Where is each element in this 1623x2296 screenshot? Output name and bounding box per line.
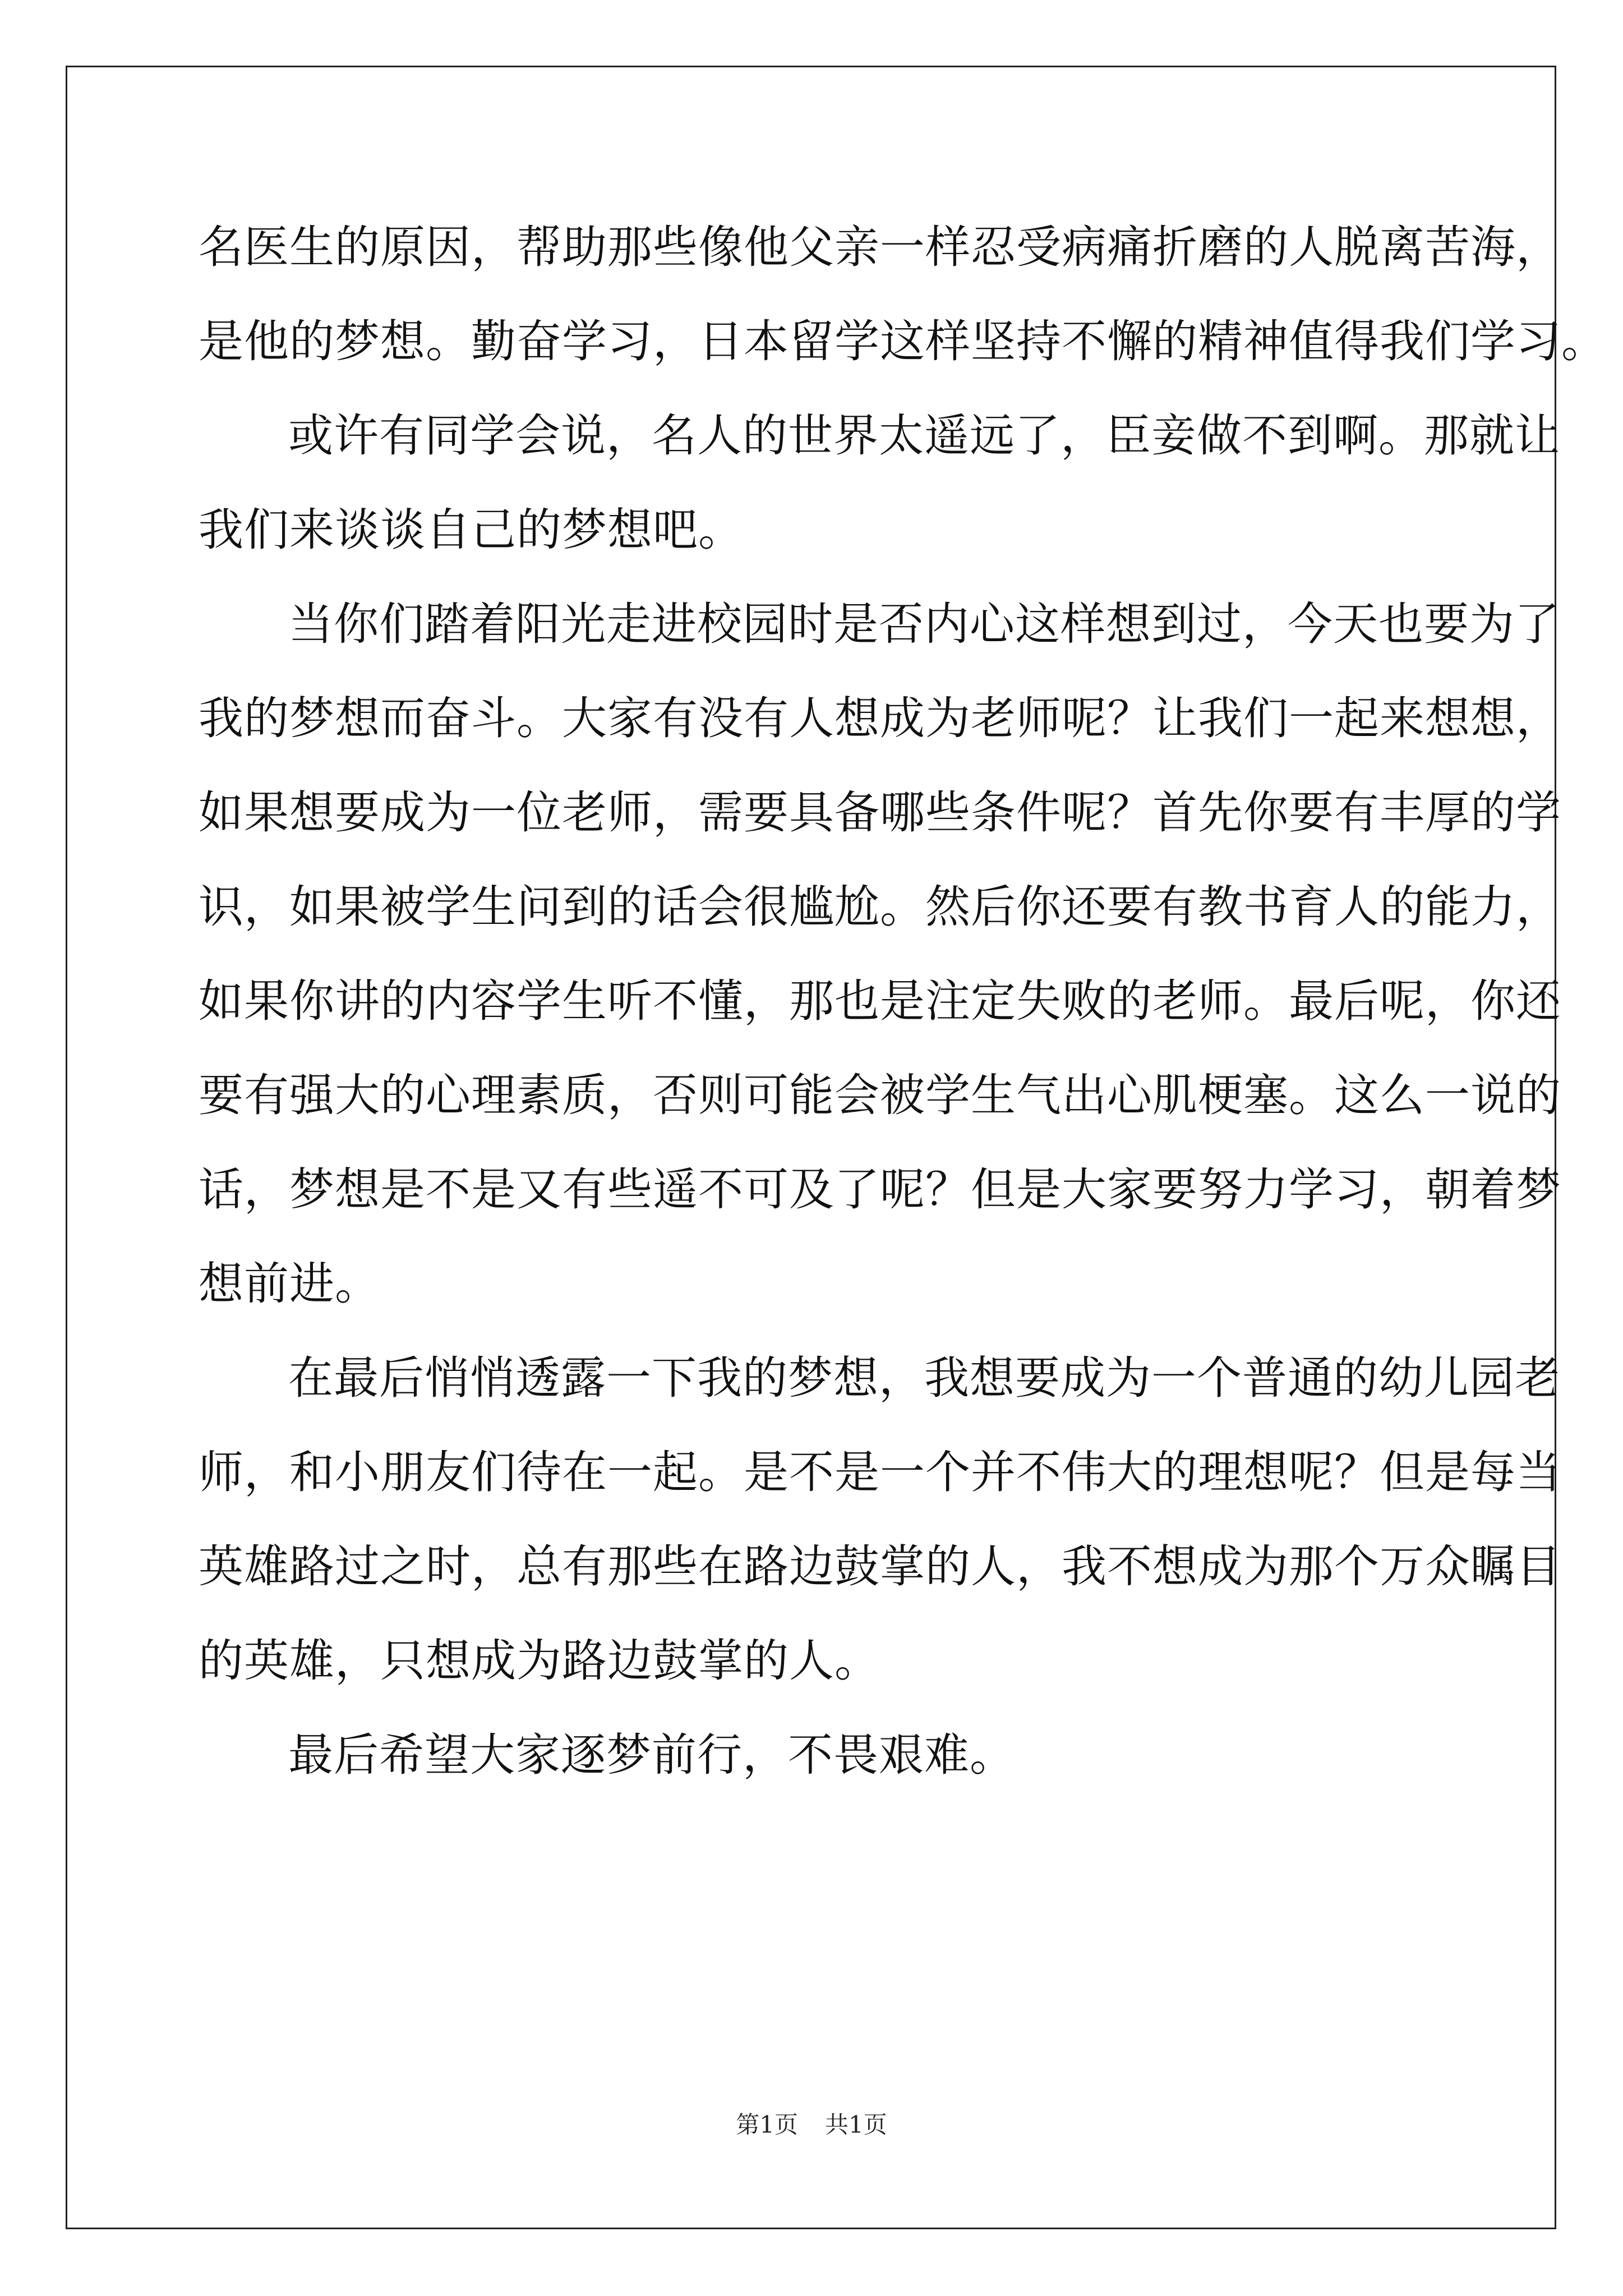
page-footer bbox=[0, 2109, 1623, 2141]
page-number-current: 第1页 bbox=[736, 2111, 798, 2138]
paragraph-start-line: 或许有同学会说，名人的世界太遥远了，臣妾做不到啊。那就让 bbox=[288, 409, 1560, 462]
text-line: 如果你讲的内容学生听不懂，那也是注定失败的老师。最后呢，你还 bbox=[199, 975, 1561, 1027]
text-line: 识，如果被学生问到的话会很尴尬。然后你还要有教书育人的能力， bbox=[199, 881, 1561, 933]
text-line: 话，梦想是不是又有些遥不可及了呢？但是大家要努力学习，朝着梦 bbox=[199, 1163, 1561, 1216]
page-number-total: 共1页 bbox=[825, 2111, 887, 2138]
text-line: 的英雄，只想成为路边鼓掌的人。 bbox=[199, 1635, 880, 1687]
paragraph-start-line: 在最后悄悄透露一下我的梦想，我想要成为一个普通的幼儿园老 bbox=[288, 1352, 1560, 1404]
text-line: 想前进。 bbox=[199, 1258, 380, 1310]
text-line: 英雄路过之时，总有那些在路边鼓掌的人，我不想成为那个万众瞩目 bbox=[199, 1540, 1561, 1593]
paragraph-start-line: 当你们踏着阳光走进校园时是否内心这样想到过，今天也要为了 bbox=[288, 598, 1560, 650]
text-line: 我的梦想而奋斗。大家有没有人想成为老师呢？让我们一起来想想， bbox=[199, 692, 1561, 744]
text-line: 师，和小朋友们待在一起。是不是一个并不伟大的理想呢？但是每当 bbox=[199, 1446, 1561, 1498]
text-line: 要有强大的心理素质，否则可能会被学生气出心肌梗塞。这么一说的 bbox=[199, 1069, 1561, 1121]
text-line: 是他的梦想。勤奋学习，日本留学这样坚持不懈的精神值得我们学习。 bbox=[199, 315, 1607, 367]
text-line: 名医生的原因，帮助那些像他父亲一样忍受病痛折磨的人脱离苦海， bbox=[199, 221, 1561, 273]
text-line: 如果想要成为一位老师，需要具备哪些条件呢？首先你要有丰厚的学 bbox=[199, 786, 1561, 839]
text-line: 我们来谈谈自己的梦想吧。 bbox=[199, 504, 744, 556]
paragraph-start-line: 最后希望大家逐梦前行，不畏艰难。 bbox=[288, 1729, 1015, 1781]
document-body bbox=[199, 200, 1607, 1802]
